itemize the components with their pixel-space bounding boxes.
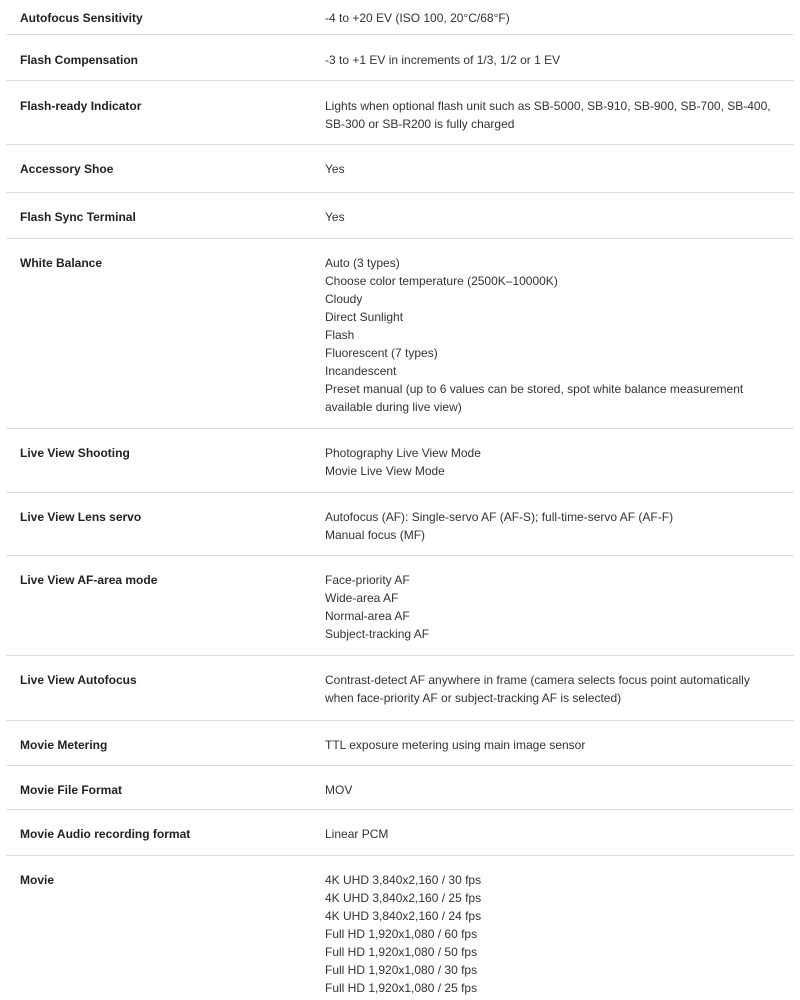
spec-label: Movie <box>20 873 55 887</box>
spec-value: TTL exposure metering using main image sensor <box>325 738 586 752</box>
spec-row <box>6 35 794 81</box>
spec-values <box>325 736 794 765</box>
spec-value: Incandescent <box>325 364 397 378</box>
spec-values <box>325 9 794 34</box>
spec-values <box>325 208 794 238</box>
spec-row <box>6 81 794 145</box>
spec-value: Lights when optional flash unit such as SB-5000, SB-910, SB-900, SB-700, SB-400, SB-300 or SB-R200 is fully charged <box>325 99 771 131</box>
spec-values <box>325 871 794 1000</box>
spec-value: Movie Live View Mode <box>325 464 445 478</box>
spec-label: Live View Shooting <box>20 446 130 460</box>
spec-value: Subject-tracking AF <box>325 627 430 641</box>
spec-values <box>325 671 794 720</box>
spec-value: Full HD 1,920x1,080 / 60 fps <box>325 927 478 941</box>
spec-label: Autofocus Sensitivity <box>20 11 143 25</box>
spec-row <box>6 810 794 856</box>
spec-row <box>6 429 794 493</box>
spec-value: Cloudy <box>325 292 363 306</box>
spec-label: Flash Sync Terminal <box>20 210 136 224</box>
spec-values <box>325 97 794 144</box>
spec-value: Full HD 1,920x1,080 / 25 fps <box>325 981 478 995</box>
spec-value: MOV <box>325 783 353 797</box>
spec-value: Yes <box>325 162 345 176</box>
spec-value: Photography Live View Mode <box>325 446 481 460</box>
spec-value: Fluorescent (7 types) <box>325 346 438 360</box>
spec-label: Flash Compensation <box>20 53 139 67</box>
spec-value: Wide-area AF <box>325 591 399 605</box>
spec-value: Auto (3 types) <box>325 256 400 270</box>
spec-value: Preset manual (up to 6 values can be stored, spot white balance measurement available during live view) <box>325 382 744 414</box>
spec-values <box>325 508 794 555</box>
spec-row <box>6 145 794 193</box>
spec-values <box>325 781 794 809</box>
spec-value: 4K UHD 3,840x2,160 / 24 fps <box>325 909 482 923</box>
spec-row <box>6 766 794 810</box>
spec-value: Full HD 1,920x1,080 / 30 fps <box>325 963 478 977</box>
spec-label: White Balance <box>20 256 103 270</box>
spec-label: Accessory Shoe <box>20 162 114 176</box>
spec-value: Face-priority AF <box>325 573 410 587</box>
spec-value: Manual focus (MF) <box>325 528 426 542</box>
spec-values <box>325 254 794 428</box>
spec-label: Live View Autofocus <box>20 673 137 687</box>
spec-values <box>325 160 794 192</box>
spec-label: Movie Audio recording format <box>20 827 191 841</box>
spec-row <box>6 193 794 239</box>
spec-label: Live View AF-area mode <box>20 573 158 587</box>
spec-value: Yes <box>325 210 345 224</box>
spec-label: Flash-ready Indicator <box>20 99 142 113</box>
spec-value: Direct Sunlight <box>325 310 404 324</box>
spec-values <box>325 444 794 492</box>
spec-value: Autofocus (AF): Single-servo AF (AF-S); full-time-servo AF (AF-F) <box>325 510 674 524</box>
spec-value: Normal-area AF <box>325 609 410 623</box>
spec-row <box>6 556 794 656</box>
spec-label: Live View Lens servo <box>20 510 142 524</box>
spec-row <box>6 0 794 35</box>
spec-value: Flash <box>325 328 355 342</box>
spec-label: Movie Metering <box>20 738 108 752</box>
spec-value: 4K UHD 3,840x2,160 / 25 fps <box>325 891 482 905</box>
spec-table <box>6 0 794 1000</box>
spec-value: 4K UHD 3,840x2,160 / 30 fps <box>325 873 482 887</box>
spec-value: Choose color temperature (2500K–10000K) <box>325 274 558 288</box>
spec-row <box>6 656 794 721</box>
spec-row <box>6 856 794 1000</box>
spec-values <box>325 825 794 855</box>
spec-value: Linear PCM <box>325 827 389 841</box>
spec-value: -4 to +20 EV (ISO 100, 20°C/68°F) <box>325 11 510 25</box>
spec-value: Contrast-detect AF anywhere in frame (camera selects focus point automatically when face-priority AF or subject-tracking AF is selected) <box>325 673 750 705</box>
spec-value: -3 to +1 EV in increments of 1/3, 1/2 or 1 EV <box>325 53 561 67</box>
spec-value: Full HD 1,920x1,080 / 50 fps <box>325 945 478 959</box>
spec-row <box>6 721 794 766</box>
spec-row <box>6 239 794 429</box>
spec-values <box>325 571 794 655</box>
spec-label: Movie File Format <box>20 783 123 797</box>
spec-row <box>6 493 794 556</box>
spec-values <box>325 51 794 80</box>
